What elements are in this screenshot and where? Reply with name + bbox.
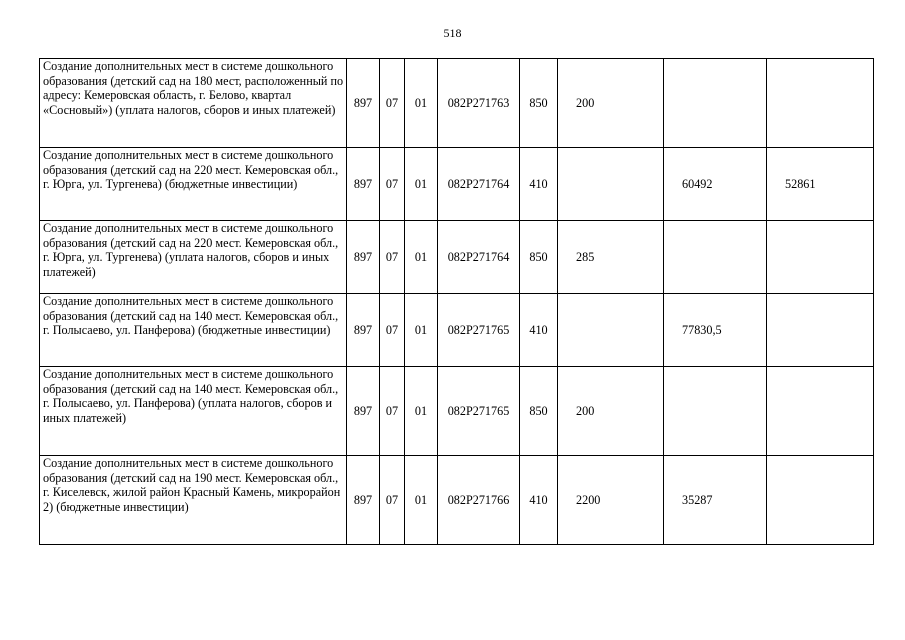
- expense-type-cell: 410: [520, 148, 558, 221]
- table-row: [40, 221, 874, 294]
- table-row: [40, 456, 874, 545]
- amount-3-cell: [767, 59, 874, 148]
- section-code-cell: 07: [380, 456, 405, 545]
- amount-2-cell: [664, 367, 767, 456]
- expense-type-cell: 850: [520, 367, 558, 456]
- amount-2-cell: [664, 221, 767, 294]
- section-code-cell: 07: [380, 294, 405, 367]
- expense-type-cell: 410: [520, 456, 558, 545]
- amount-3-cell: [767, 221, 874, 294]
- expense-type-cell: 850: [520, 59, 558, 148]
- ministry-code-cell: 897: [347, 456, 380, 545]
- amount-1-cell: 200: [558, 59, 664, 148]
- section-code-cell: 07: [380, 367, 405, 456]
- amount-3-cell: 52861: [767, 148, 874, 221]
- amount-1-cell: 2200: [558, 456, 664, 545]
- amount-2-cell: 35287: [664, 456, 767, 545]
- subsection-code-cell: 01: [405, 148, 438, 221]
- target-article-cell: 082P271766: [438, 456, 520, 545]
- target-article-cell: 082P271765: [438, 294, 520, 367]
- table-row: [40, 148, 874, 221]
- description-cell: Создание дополнительных мест в системе дошкольного образования (детский сад на 140 мест. Кемеровская обл., г. Полысаево, ул. Панферова) (бюджетные инвестиции): [40, 294, 347, 367]
- amount-1-cell: 285: [558, 221, 664, 294]
- expense-type-cell: 850: [520, 221, 558, 294]
- amount-1-cell: [558, 148, 664, 221]
- description-cell: Создание дополнительных мест в системе дошкольного образования (детский сад на 220 мест. Кемеровская обл., г. Юрга, ул. Тургенева) (уплата налогов, сборов и иных платежей): [40, 221, 347, 294]
- description-cell: Создание дополнительных мест в системе дошкольного образования (детский сад на 140 мест. Кемеровская обл., г. Полысаево, ул. Панферова) (уплата налогов, сборов и иных платежей): [40, 367, 347, 456]
- subsection-code-cell: 01: [405, 456, 438, 545]
- description-cell: Создание дополнительных мест в системе дошкольного образования (детский сад на 220 мест. Кемеровская обл., г. Юрга, ул. Тургенева) (бюджетные инвестиции): [40, 148, 347, 221]
- subsection-code-cell: 01: [405, 367, 438, 456]
- subsection-code-cell: 01: [405, 59, 438, 148]
- section-code-cell: 07: [380, 148, 405, 221]
- amount-2-cell: [664, 59, 767, 148]
- ministry-code-cell: 897: [347, 221, 380, 294]
- ministry-code-cell: 897: [347, 294, 380, 367]
- page-number: 518: [443, 26, 462, 40]
- description-cell: Создание дополнительных мест в системе дошкольного образования (детский сад на 180 мест, расположенный по адресу: Кемеровская область, г. Белово, квартал «Сосновый») (уплата налогов, сборов и иных платежей): [40, 59, 347, 148]
- ministry-code-cell: 897: [347, 148, 380, 221]
- table-row: [40, 367, 874, 456]
- table-row: [40, 59, 874, 148]
- section-code-cell: 07: [380, 59, 405, 148]
- budget-table: [39, 58, 874, 545]
- description-cell: Создание дополнительных мест в системе дошкольного образования (детский сад на 190 мест. Кемеровская обл., г. Киселевск, жилой район Красный Камень, микрорайон 2) (бюджетные инвестиции): [40, 456, 347, 545]
- target-article-cell: 082P271764: [438, 148, 520, 221]
- section-code-cell: 07: [380, 221, 405, 294]
- ministry-code-cell: 897: [347, 59, 380, 148]
- amount-3-cell: [767, 367, 874, 456]
- ministry-code-cell: 897: [347, 367, 380, 456]
- expense-type-cell: 410: [520, 294, 558, 367]
- amount-2-cell: 60492: [664, 148, 767, 221]
- subsection-code-cell: 01: [405, 221, 438, 294]
- amount-1-cell: 200: [558, 367, 664, 456]
- amount-3-cell: [767, 294, 874, 367]
- amount-1-cell: [558, 294, 664, 367]
- target-article-cell: 082P271763: [438, 59, 520, 148]
- target-article-cell: 082P271764: [438, 221, 520, 294]
- amount-3-cell: [767, 456, 874, 545]
- subsection-code-cell: 01: [405, 294, 438, 367]
- amount-2-cell: 77830,5: [664, 294, 767, 367]
- table-row: [40, 294, 874, 367]
- target-article-cell: 082P271765: [438, 367, 520, 456]
